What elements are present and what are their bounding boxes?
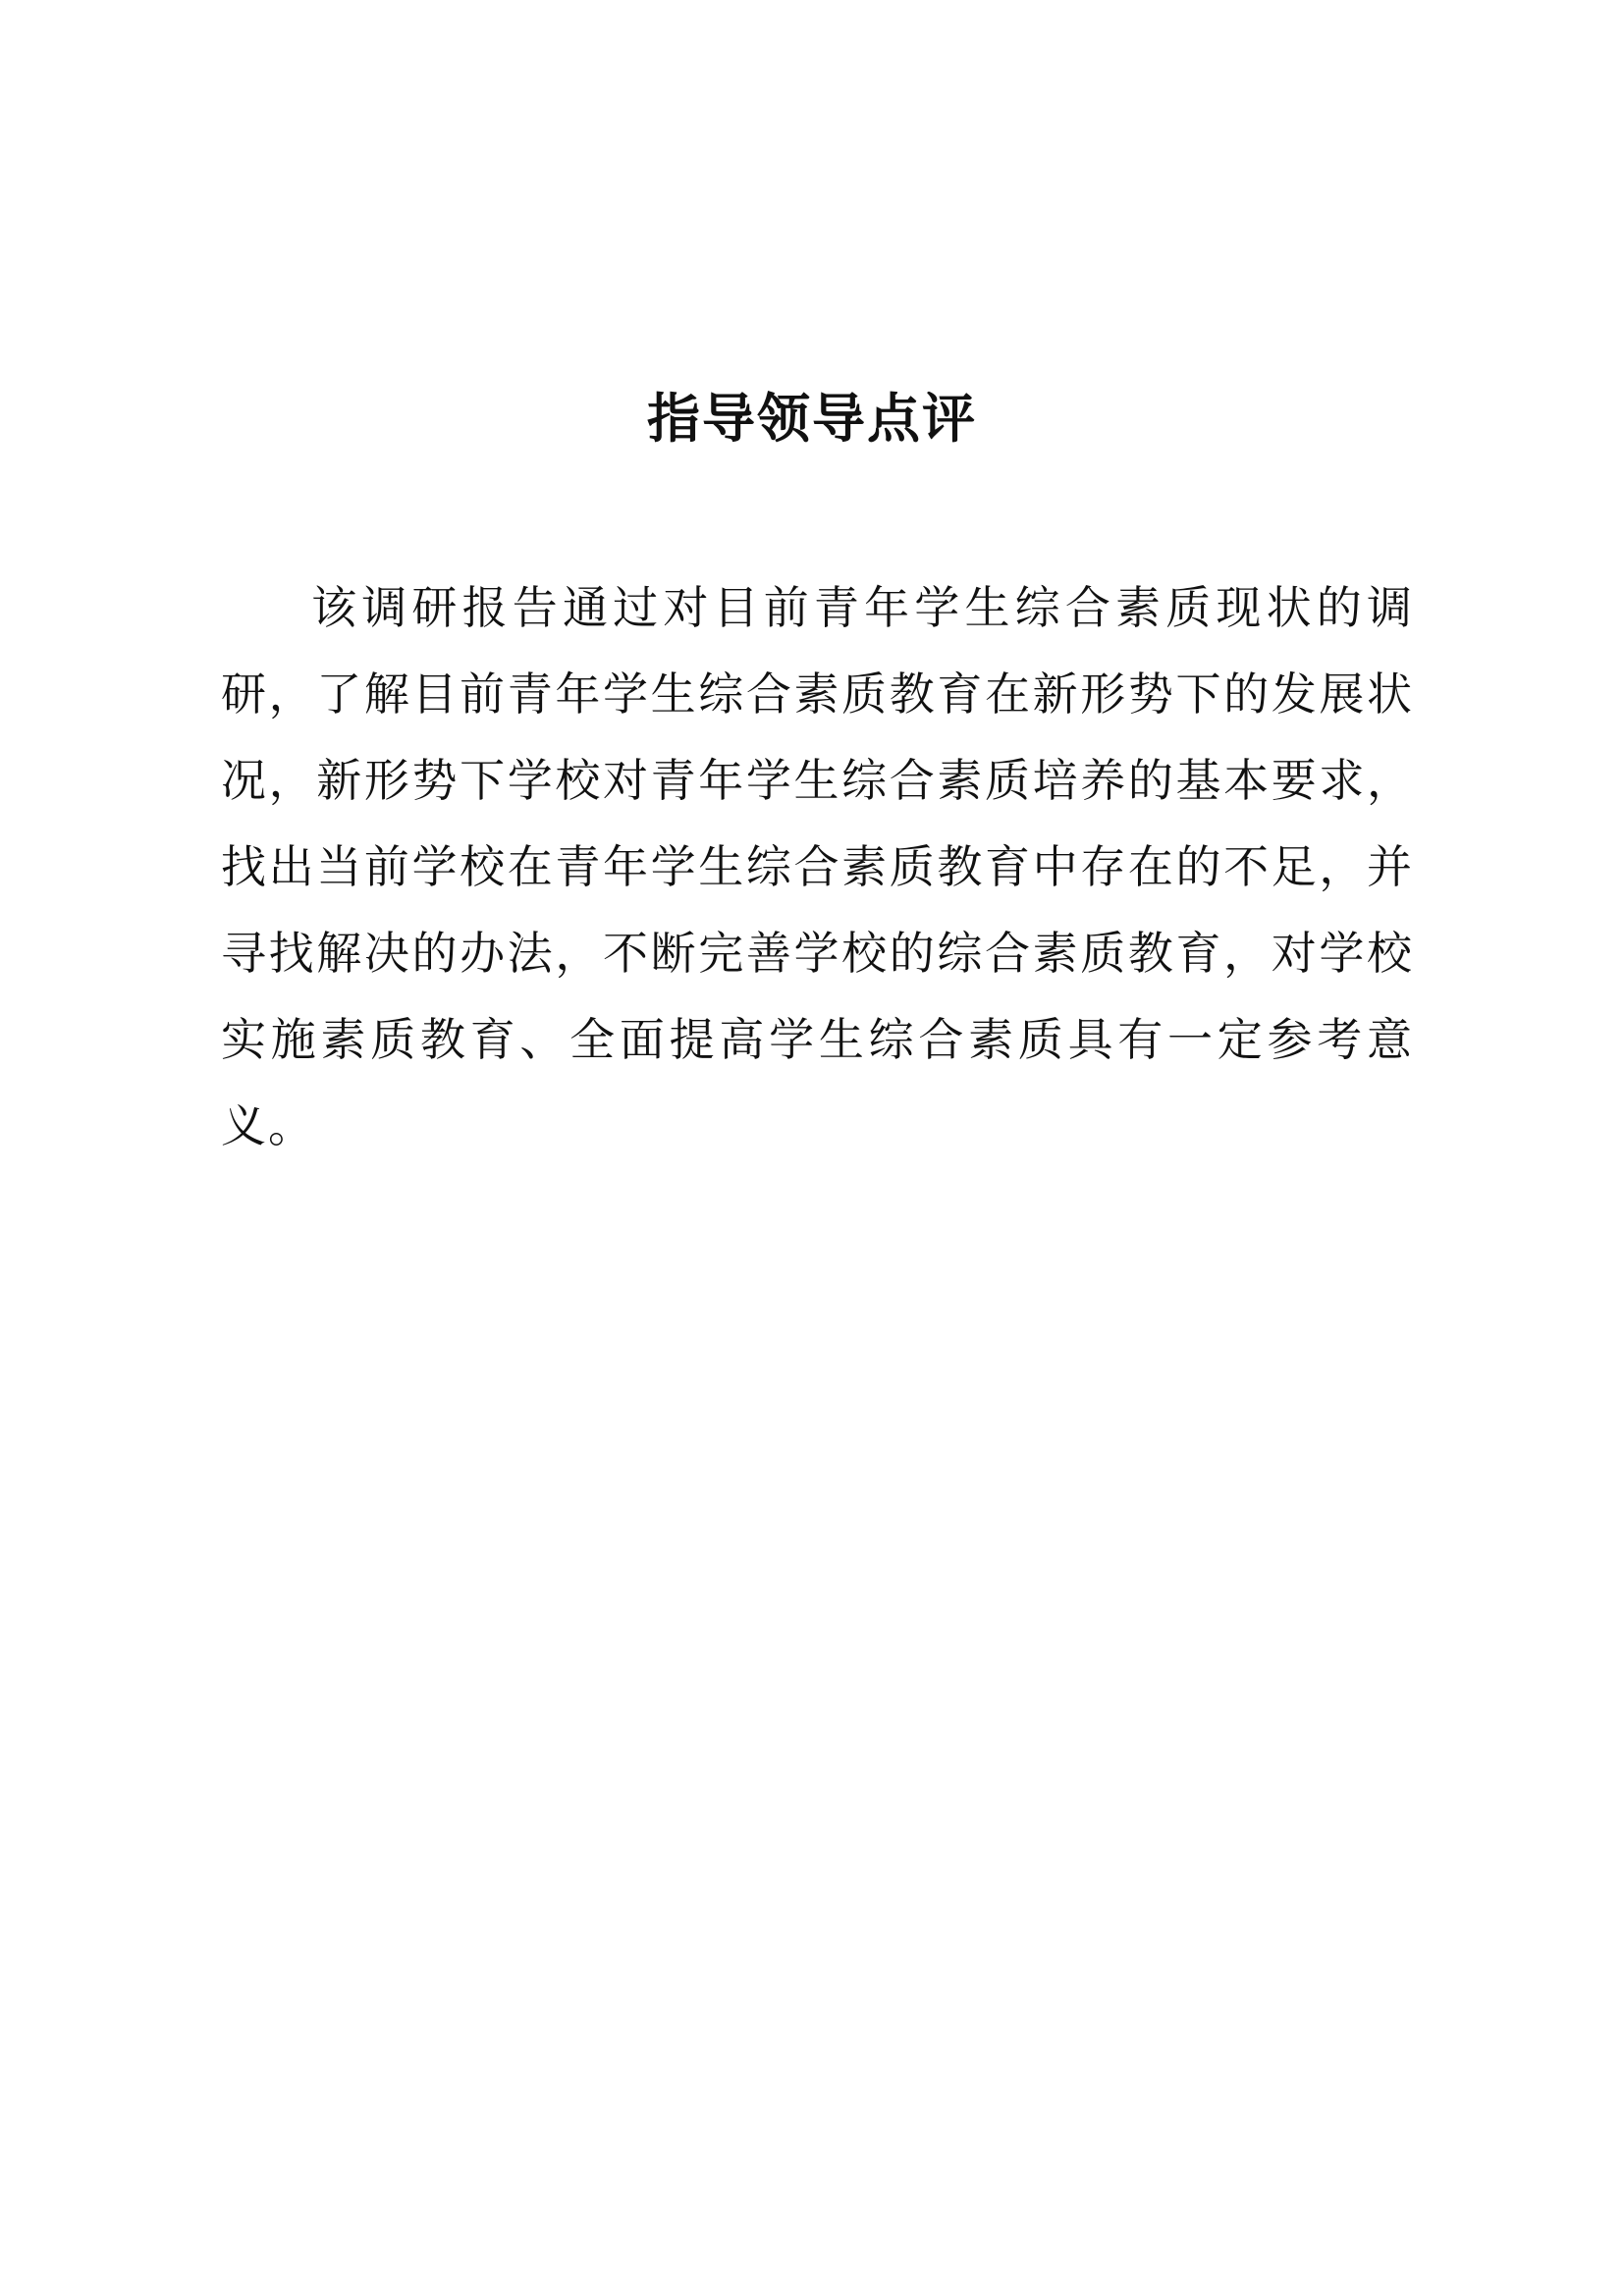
comment-paragraph: 该调研报告通过对目前青年学生综合素质现状的调研，了解目前青年学生综合素质教育在新形势下的发展状况，新形势下学校对青年学生综合素质培养的基本要求，找出当前学校在青年学生综合素质教育中存在的不足，并寻找解决的办法，不断完善学校的综合素质教育，对学校实施素质教育、全面提高学生综合素质具有一定参考意义。 [221,581,1414,1152]
page-title: 指导领导点评 [647,388,977,450]
